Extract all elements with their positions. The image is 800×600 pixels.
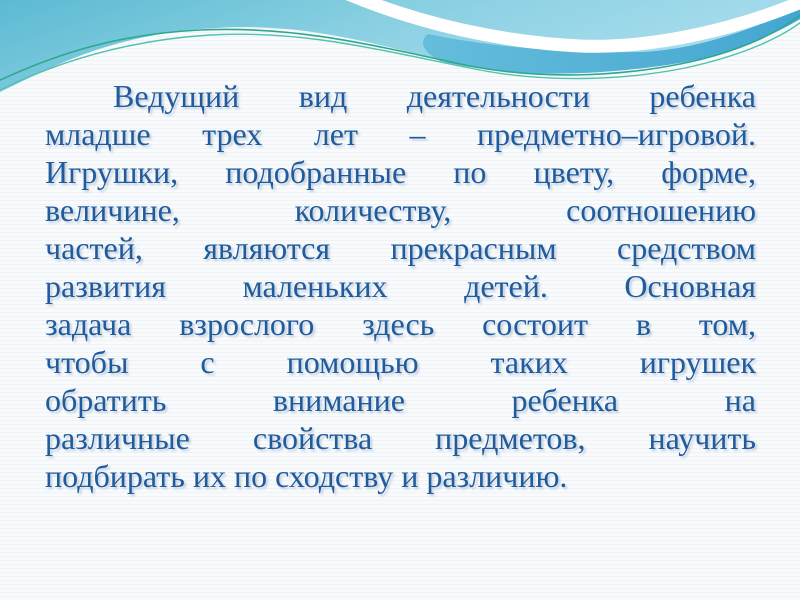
paragraph-line: Ведущий вид деятельности ребенка [113, 78, 756, 114]
paragraph-line: чтобы с помощью таких игрушек [45, 344, 756, 380]
paragraph-line: младше трех лет – предметно–игровой. [45, 116, 756, 152]
paragraph-line: величине, количеству, соотношению [45, 192, 756, 228]
paragraph-line: частей, являются прекрасным средством [45, 230, 756, 266]
body-text [45, 77, 756, 495]
paragraph-line: обратить внимание ребенка на [45, 382, 756, 418]
paragraph-line: различные свойства предметов, научить [45, 420, 756, 456]
paragraph-line: задача взрослого здесь состоит в том, [45, 306, 756, 342]
paragraph-line: Игрушки, подобранные по цвету, форме, [45, 154, 756, 190]
paragraph-line: подбирать их по сходству и различию. [45, 458, 568, 494]
paragraph-line: развития маленьких детей. Основная [45, 268, 756, 304]
